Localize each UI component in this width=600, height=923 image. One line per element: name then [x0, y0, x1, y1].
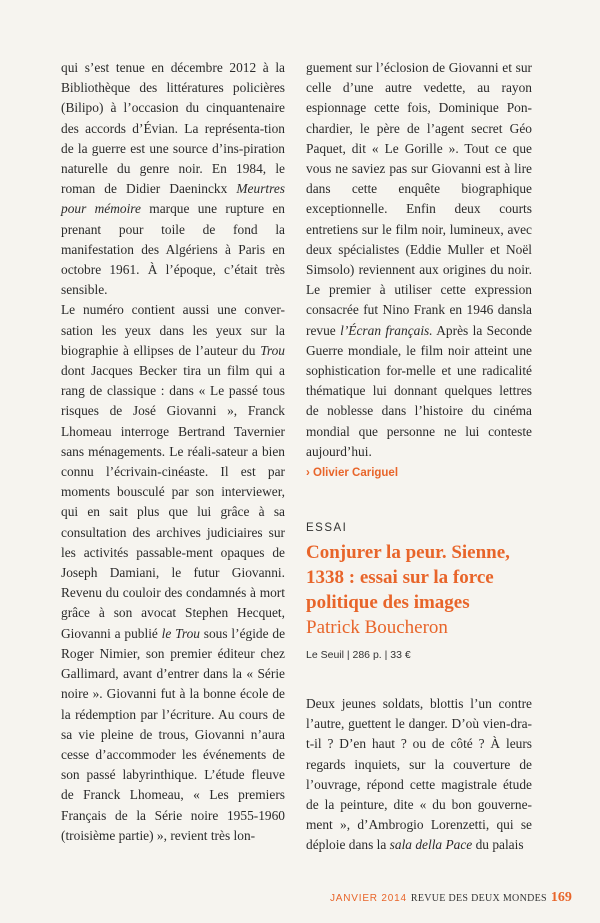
text-run: Après la Seconde Guerre mondiale, le film noir atteint une sophistication for-melle et une radicalité thématique lui donnant quelques lettres de noblesse dans l’histoire du cinéma mondial que personne ne lui conteste aujourd’hui.	[306, 322, 532, 459]
review-book-author: Patrick Boucheron	[306, 617, 448, 638]
journal-title-italic: l’Écran français.	[340, 322, 433, 338]
text-run: guement sur l’éclosion de Giovanni et sur celle d’une autre vedette, au rayon espionnage cette fois, Dominique Pon-chardier, le père de l’agent secret Géo Paquet, dit « Le Gorille ». Tout ce que vous ne saviez pas sur Giovanni est à lire dans cette enquête biographique exceptionnelle. Enfin deux courts entretiens sur le film noir, lumineux, avec deux spécialistes (Eddie Muller et Noël Simsolo) reviennent aux origines du noir. Le premier à utiliser cette expression consacrée fut Nino Frank en 1946 dansla revue	[306, 60, 532, 338]
text-run: Le numéro contient aussi une conver-sation les yeux dans les yeux sur la biographie à ellipses de l’auteur du	[61, 302, 285, 358]
place-name-italic: sala della Pace	[389, 837, 473, 853]
footer-journal-name: REVUE DES DEUX MONDES	[410, 893, 547, 904]
text-run: marque une rupture en prenant pour toile de fond la manifestation des Algériens à Paris en octobre 1961. À l’époque, c’était très sensible.	[61, 201, 285, 298]
book-title-italic: Meurtres pour mémoire	[61, 181, 285, 217]
page-number: 169	[550, 890, 572, 905]
author-signature: › Olivier Cariguel	[306, 467, 399, 480]
paragraph-guerre	[61, 58, 285, 300]
text-run: qui s’est tenue en décembre 2012 à la Bibliothèque des littératures policières (Bilipo) à l’occasion du cinquantenaire des accords d’Évian. La représenta-tion de la guerre est une source d’ins-piration naturelle du genre noir. En 1984, le roman de Didier Daeninckx	[61, 60, 285, 197]
paragraph-continuation	[306, 58, 532, 462]
rubric-label: ESSAI	[306, 522, 348, 534]
paragraph-review	[306, 694, 532, 856]
text-run: Deux jeunes soldats, blottis l’un contre l’autre, guettent le danger. D’où vien-dra-t-il ? D’en haut ? ou de côté ? À leurs regards inquiets, sur la couverture de l’ouvrage, répond cette magistrale étude de la peinture, dite « du bon gouverne-ment », d’Ambrogio Lorenzetti, qui se déploie dans la	[306, 696, 532, 853]
review-text	[306, 694, 532, 856]
page-footer	[330, 888, 572, 906]
text-run: sous l’égide de Roger Nimier, son premier éditeur chez Gallimard, avant d’entrer dans la « Série noire ». Giovanni fut à la bonne école de la rédemption par l’écriture. Au cours de sa vie pleine de trous, Giovanni n’aura cesse d’accommoder les événements de son passé labyrinthique. L’étude fleuve de Franck Lhomeau, « Les premiers Français de la Série noire 1955-1960 (troisième partie) », revient très lon-	[61, 625, 286, 843]
text-run: dont Jacques Becker tira un film qui a rang de classique : dans « Le passé tous risques de José Giovanni », Franck Lhomeau interroge Bertrand Tavernier sans ménagements. Le réali-sateur a bien connu l’écrivain-cinéaste. Il est par moments bousculé par son interviewer, qui en sait plus que lui grâce à sa consultation des archives judiciaires sur les activités passable-ment opaques de Joseph Damiani, le futur Giovanni. Revenu du couloir des condamnés à mort grâce à son avocat Stephen Hecquet, Giovanni a publié	[61, 363, 285, 641]
review-book-title: Conjurer la peur. Sienne, 1338 : essai sur la force politique des images	[306, 542, 510, 613]
essay-review-header	[306, 522, 532, 661]
book-title-italic: le Trou	[161, 625, 200, 641]
right-text-column	[306, 58, 532, 483]
review-book-meta: Le Seuil | 286 p. | 33 €	[306, 649, 411, 661]
left-text-column	[61, 58, 285, 846]
footer-issue-date: JANVIER 2014	[330, 893, 407, 904]
book-title-italic: Trou	[260, 342, 285, 358]
paragraph-giovanni	[61, 300, 285, 845]
text-run: du palais	[472, 837, 524, 853]
